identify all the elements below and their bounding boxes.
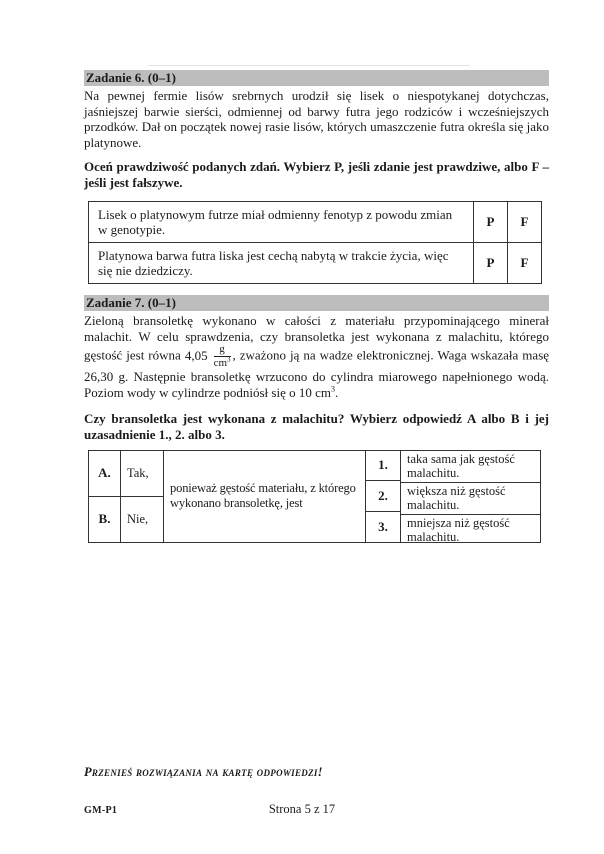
justification-text-cell: taka sama jak gęstość malachitu.: [401, 451, 540, 483]
justification-key-cell: 1.: [366, 451, 400, 482]
justification-key-cell: 3.: [378, 518, 388, 534]
scan-artifact-line: [148, 65, 470, 66]
answer-key-column: [89, 451, 121, 542]
zadanie-7-answer-table: [88, 450, 541, 543]
connector-cell: ponieważ gęstość materiału, z którego wykonano bransoletkę, jest: [170, 481, 356, 511]
table-row: [89, 201, 542, 242]
table-row: [89, 242, 542, 283]
intro-text-before-density: Zieloną bransoletkę wykonano w całości z materiału przypominającego minerał malachit. W celu sprawdzenia, czy bransoletka jest wykonana z malachitu, którego gęstość jest równa: [84, 313, 549, 363]
connector-column: [164, 451, 366, 542]
answer-label-cell-tak: Tak,: [121, 451, 163, 497]
answer-label-column: [121, 451, 164, 542]
fraction-numerator: g: [214, 344, 231, 357]
option-p-cell: P: [474, 242, 508, 283]
zadanie-6-intro: Na pewnej fermie lisów srebrnych urodził się lisek o niespotykanej dotychczas, jaśniejszej barwie sierści, odmiennej od barwy futra jego rodziców i wcześniejszych przodków. Dał on początek nowej rasie lisów, których umaszczenie futra określa się jako platynowe.: [84, 88, 549, 150]
density-unit-fraction: [214, 344, 231, 369]
intro-text-end: .: [334, 384, 339, 400]
answer-key-cell-a: A.: [89, 451, 120, 497]
exam-code: GM-P1: [84, 805, 118, 816]
zadanie-7-question: Czy bransoletka jest wykonana z malachitu? Wybierz odpowiedź A albo B i jej uzasadnienie 1., 2. albo 3.: [84, 411, 549, 442]
statement-cell: Lisek o platynowym futrze miał odmienny fenotyp z powodu zmian w genotypie.: [89, 201, 474, 242]
justification-text-cell: mniejsza niż gęstość malachitu.: [407, 515, 510, 545]
zadanie-6-header: Zadanie 6. (0–1): [84, 70, 549, 86]
zadanie-6-instruction: Oceń prawdziwość podanych zdań. Wybierz P, jeśli zdanie jest prawdziwe, albo F – jeśli jest fałszywe.: [84, 159, 549, 190]
cubic-superscript: 3: [330, 384, 335, 394]
justification-text-column: [401, 451, 540, 545]
option-p-cell: P: [474, 201, 508, 242]
zadanie-6-true-false-table: [88, 201, 542, 284]
zadanie-7-intro: [84, 313, 549, 400]
answer-key-cell-b: B.: [98, 511, 111, 527]
page-number: Strona 5 z 17: [268, 802, 336, 816]
transfer-answers-note: Przenieś rozwiązania na kartę odpowiedzi!: [84, 765, 323, 779]
answer-label-cell-nie: Nie,: [127, 511, 149, 526]
density-expression: [184, 343, 233, 370]
option-f-cell: F: [508, 201, 542, 242]
zadanie-6-section: [84, 70, 549, 284]
density-value: 4,05: [184, 347, 208, 363]
justification-text-cell: większa niż gęstość malachitu.: [401, 483, 540, 515]
zadanie-7-section: [84, 295, 549, 543]
justification-key-cell: 2.: [366, 481, 400, 512]
zadanie-7-header: Zadanie 7. (0–1): [84, 295, 549, 311]
option-f-cell: F: [508, 242, 542, 283]
justification-key-column: [366, 451, 401, 542]
intro-text-after-density: , zważono ją na wadze elektronicznej. Waga wskazała masę 26,30 g. Następnie bransoletkę wrzucono do cylindra miarowego napełnionego wodą. Poziom wody w cylindrze podniósł się o 10 cm: [84, 347, 550, 400]
statement-cell: Platynowa barwa futra liska jest cechą nabytą w trakcie życia, więc się nie dziedziczy.: [89, 242, 474, 283]
fraction-denominator: $cm^3$: [213, 355, 231, 370]
